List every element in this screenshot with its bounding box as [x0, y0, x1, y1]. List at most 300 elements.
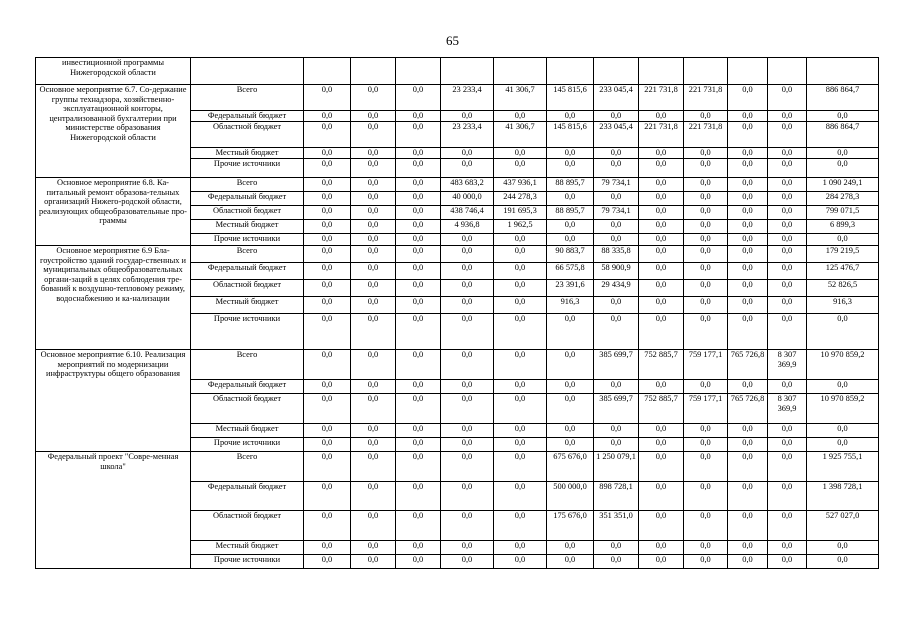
value-cell: 0,0	[547, 148, 594, 159]
value-cell: 0,0	[304, 192, 351, 206]
value-cell: 0,0	[768, 263, 807, 280]
value-cell: 233 045,4	[594, 122, 639, 148]
value-cell: 0,0	[807, 541, 879, 555]
value-cell: 0,0	[396, 424, 441, 438]
value-cell: 0,0	[396, 220, 441, 234]
source-cell: Федеральный бюджет	[191, 263, 304, 280]
value-cell: 0,0	[351, 380, 396, 394]
value-cell: 0,0	[768, 314, 807, 350]
value-cell: 0,0	[304, 297, 351, 314]
value-cell: 0,0	[728, 85, 768, 111]
value-cell: 0,0	[768, 380, 807, 394]
value-cell: 0,0	[547, 438, 594, 452]
value-cell: 0,0	[807, 424, 879, 438]
table-row	[36, 178, 879, 192]
value-cell: 0,0	[304, 111, 351, 122]
value-cell: 765 726,8	[728, 394, 768, 424]
value-cell: 0,0	[639, 452, 684, 482]
value-cell: 886 864,7	[807, 85, 879, 111]
description-cell: Основное мероприятие 6.9 Бла-гоустройство зданий государ-ственных и муниципальных общеобразовательных органи-заций в целях соблюдения тре-бований к воздушно-тепловому режиму, водоснабжению и ка-нализации	[36, 246, 191, 350]
source-cell: Прочие источники	[191, 438, 304, 452]
value-cell: 0,0	[684, 263, 728, 280]
value-cell: 0,0	[304, 482, 351, 511]
value-cell: 1 925 755,1	[807, 452, 879, 482]
value-cell: 527 027,0	[807, 511, 879, 541]
value-cell: 0,0	[351, 122, 396, 148]
value-cell: 0,0	[684, 280, 728, 297]
value-cell: 0,0	[807, 438, 879, 452]
value-cell: 0,0	[728, 452, 768, 482]
empty-cell	[639, 58, 684, 85]
value-cell: 0,0	[351, 206, 396, 220]
value-cell: 0,0	[768, 511, 807, 541]
value-cell: 0,0	[304, 350, 351, 380]
value-cell: 221 731,8	[639, 85, 684, 111]
value-cell: 0,0	[684, 482, 728, 511]
value-cell: 0,0	[494, 511, 547, 541]
value-cell: 0,0	[351, 263, 396, 280]
value-cell: 0,0	[684, 380, 728, 394]
value-cell: 0,0	[351, 280, 396, 297]
value-cell: 0,0	[639, 424, 684, 438]
empty-cell	[191, 58, 304, 85]
budget-table	[35, 57, 879, 569]
value-cell: 52 826,5	[807, 280, 879, 297]
source-cell: Местный бюджет	[191, 297, 304, 314]
value-cell: 0,0	[351, 220, 396, 234]
table-row	[36, 452, 879, 482]
source-cell: Областной бюджет	[191, 394, 304, 424]
value-cell: 0,0	[684, 192, 728, 206]
value-cell: 0,0	[494, 234, 547, 246]
value-cell: 0,0	[768, 220, 807, 234]
value-cell: 0,0	[351, 452, 396, 482]
value-cell: 191 695,3	[494, 206, 547, 220]
value-cell: 886 864,7	[807, 122, 879, 148]
value-cell: 0,0	[396, 159, 441, 178]
source-cell: Федеральный бюджет	[191, 192, 304, 206]
value-cell: 0,0	[728, 192, 768, 206]
source-cell: Прочие источники	[191, 159, 304, 178]
value-cell: 0,0	[304, 206, 351, 220]
value-cell: 0,0	[351, 394, 396, 424]
value-cell: 0,0	[768, 178, 807, 192]
value-cell: 0,0	[547, 541, 594, 555]
value-cell: 0,0	[304, 234, 351, 246]
value-cell: 916,3	[547, 297, 594, 314]
value-cell: 0,0	[684, 541, 728, 555]
value-cell: 0,0	[441, 148, 494, 159]
value-cell: 0,0	[684, 220, 728, 234]
value-cell: 0,0	[768, 555, 807, 569]
table-row	[36, 246, 879, 263]
value-cell: 0,0	[351, 511, 396, 541]
value-cell: 0,0	[396, 192, 441, 206]
value-cell: 0,0	[639, 234, 684, 246]
value-cell: 0,0	[396, 350, 441, 380]
value-cell: 0,0	[304, 380, 351, 394]
value-cell: 0,0	[304, 555, 351, 569]
value-cell: 0,0	[728, 263, 768, 280]
value-cell: 0,0	[304, 159, 351, 178]
value-cell: 221 731,8	[639, 122, 684, 148]
value-cell: 0,0	[768, 438, 807, 452]
value-cell: 0,0	[304, 246, 351, 263]
value-cell: 0,0	[396, 482, 441, 511]
value-cell: 0,0	[547, 192, 594, 206]
table-row	[36, 58, 879, 85]
value-cell: 0,0	[728, 246, 768, 263]
value-cell: 79 734,1	[594, 178, 639, 192]
description-cell: Основное мероприятие 6.8. Ка-питальный ремонт образова-тельных организаций Нижего-родской области, реализующих общеобразовательные про-граммы	[36, 178, 191, 246]
value-cell: 0,0	[441, 482, 494, 511]
value-cell: 0,0	[494, 280, 547, 297]
value-cell: 0,0	[351, 350, 396, 380]
source-cell: Федеральный бюджет	[191, 111, 304, 122]
value-cell: 0,0	[396, 380, 441, 394]
value-cell: 125 476,7	[807, 263, 879, 280]
empty-cell	[351, 58, 396, 85]
value-cell: 0,0	[728, 541, 768, 555]
value-cell: 0,0	[547, 234, 594, 246]
value-cell: 0,0	[684, 555, 728, 569]
value-cell: 0,0	[807, 380, 879, 394]
value-cell: 0,0	[728, 111, 768, 122]
value-cell: 0,0	[396, 206, 441, 220]
value-cell: 0,0	[768, 206, 807, 220]
value-cell: 0,0	[494, 482, 547, 511]
value-cell: 0,0	[351, 234, 396, 246]
value-cell: 0,0	[494, 263, 547, 280]
value-cell: 0,0	[639, 438, 684, 452]
value-cell: 88 895,7	[547, 206, 594, 220]
value-cell: 0,0	[396, 314, 441, 350]
value-cell: 0,0	[807, 148, 879, 159]
value-cell: 0,0	[594, 234, 639, 246]
value-cell: 0,0	[441, 555, 494, 569]
value-cell: 0,0	[768, 192, 807, 206]
source-cell: Федеральный бюджет	[191, 380, 304, 394]
value-cell: 23 233,4	[441, 85, 494, 111]
value-cell: 0,0	[351, 246, 396, 263]
value-cell: 0,0	[639, 555, 684, 569]
value-cell: 0,0	[441, 263, 494, 280]
value-cell: 0,0	[441, 511, 494, 541]
value-cell: 0,0	[547, 111, 594, 122]
value-cell: 0,0	[351, 111, 396, 122]
value-cell: 0,0	[594, 438, 639, 452]
value-cell: 0,0	[396, 394, 441, 424]
value-cell: 0,0	[441, 452, 494, 482]
value-cell: 0,0	[594, 220, 639, 234]
value-cell: 0,0	[396, 148, 441, 159]
value-cell: 0,0	[351, 192, 396, 206]
value-cell: 6 899,3	[807, 220, 879, 234]
value-cell: 0,0	[639, 482, 684, 511]
value-cell: 0,0	[351, 555, 396, 569]
value-cell: 500 000,0	[547, 482, 594, 511]
empty-cell	[684, 58, 728, 85]
value-cell: 0,0	[594, 314, 639, 350]
value-cell: 351 351,0	[594, 511, 639, 541]
value-cell: 0,0	[639, 280, 684, 297]
source-cell: Прочие источники	[191, 234, 304, 246]
value-cell: 0,0	[441, 438, 494, 452]
source-cell: Всего	[191, 85, 304, 111]
value-cell: 0,0	[768, 297, 807, 314]
value-cell: 0,0	[494, 394, 547, 424]
value-cell: 88 335,8	[594, 246, 639, 263]
value-cell: 0,0	[684, 314, 728, 350]
value-cell: 0,0	[728, 280, 768, 297]
value-cell: 0,0	[728, 555, 768, 569]
value-cell: 0,0	[396, 234, 441, 246]
value-cell: 0,0	[351, 482, 396, 511]
value-cell: 0,0	[304, 280, 351, 297]
value-cell: 0,0	[728, 122, 768, 148]
value-cell: 145 815,6	[547, 85, 594, 111]
source-cell: Всего	[191, 178, 304, 192]
value-cell: 10 970 859,2	[807, 394, 879, 424]
value-cell: 752 885,7	[639, 394, 684, 424]
value-cell: 0,0	[441, 380, 494, 394]
value-cell: 0,0	[728, 438, 768, 452]
value-cell: 0,0	[396, 246, 441, 263]
description-cell: Федеральный проект "Совре-менная школа"	[36, 452, 191, 569]
value-cell: 0,0	[547, 159, 594, 178]
value-cell: 0,0	[494, 555, 547, 569]
value-cell: 41 306,7	[494, 122, 547, 148]
value-cell: 916,3	[807, 297, 879, 314]
page-number: 65	[446, 33, 459, 48]
value-cell: 0,0	[494, 541, 547, 555]
value-cell: 0,0	[547, 380, 594, 394]
value-cell: 0,0	[304, 394, 351, 424]
value-cell: 4 936,8	[441, 220, 494, 234]
value-cell: 483 683,2	[441, 178, 494, 192]
value-cell: 0,0	[807, 234, 879, 246]
value-cell: 0,0	[441, 541, 494, 555]
value-cell: 0,0	[494, 424, 547, 438]
value-cell: 40 000,0	[441, 192, 494, 206]
empty-cell	[441, 58, 494, 85]
value-cell: 0,0	[441, 297, 494, 314]
source-cell: Областной бюджет	[191, 280, 304, 297]
value-cell: 79 734,1	[594, 206, 639, 220]
value-cell: 221 731,8	[684, 85, 728, 111]
value-cell: 0,0	[351, 438, 396, 452]
value-cell: 0,0	[728, 482, 768, 511]
empty-cell	[304, 58, 351, 85]
value-cell: 0,0	[639, 297, 684, 314]
value-cell: 765 726,8	[728, 350, 768, 380]
value-cell: 0,0	[684, 159, 728, 178]
value-cell: 0,0	[494, 452, 547, 482]
value-cell: 0,0	[768, 159, 807, 178]
value-cell: 0,0	[351, 148, 396, 159]
value-cell: 0,0	[351, 541, 396, 555]
value-cell: 0,0	[494, 438, 547, 452]
value-cell: 90 883,7	[547, 246, 594, 263]
table-row	[36, 85, 879, 111]
value-cell: 0,0	[441, 350, 494, 380]
value-cell: 0,0	[684, 246, 728, 263]
value-cell: 0,0	[494, 380, 547, 394]
value-cell: 0,0	[494, 314, 547, 350]
value-cell: 0,0	[639, 511, 684, 541]
value-cell: 385 699,7	[594, 350, 639, 380]
value-cell: 0,0	[396, 297, 441, 314]
value-cell: 0,0	[304, 541, 351, 555]
value-cell: 8 307 369,9	[768, 350, 807, 380]
value-cell: 0,0	[768, 541, 807, 555]
value-cell: 244 278,3	[494, 192, 547, 206]
value-cell: 0,0	[304, 452, 351, 482]
value-cell: 1 398 728,1	[807, 482, 879, 511]
empty-cell	[768, 58, 807, 85]
value-cell: 10 970 859,2	[807, 350, 879, 380]
value-cell: 0,0	[684, 511, 728, 541]
value-cell: 0,0	[768, 246, 807, 263]
value-cell: 0,0	[441, 424, 494, 438]
value-cell: 0,0	[396, 452, 441, 482]
value-cell: 0,0	[728, 206, 768, 220]
value-cell: 0,0	[684, 178, 728, 192]
value-cell: 0,0	[304, 511, 351, 541]
source-cell: Прочие источники	[191, 314, 304, 350]
value-cell: 0,0	[351, 159, 396, 178]
empty-cell	[728, 58, 768, 85]
value-cell: 0,0	[639, 541, 684, 555]
value-cell: 0,0	[304, 263, 351, 280]
source-cell: Всего	[191, 246, 304, 263]
value-cell: 0,0	[594, 380, 639, 394]
source-cell: Областной бюджет	[191, 122, 304, 148]
value-cell: 0,0	[547, 350, 594, 380]
value-cell: 0,0	[639, 206, 684, 220]
empty-cell	[494, 58, 547, 85]
value-cell: 675 676,0	[547, 452, 594, 482]
value-cell: 385 699,7	[594, 394, 639, 424]
value-cell: 0,0	[684, 424, 728, 438]
description-cell: инвестиционной программы Нижегородской области	[36, 58, 191, 85]
value-cell: 0,0	[441, 280, 494, 297]
source-cell: Областной бюджет	[191, 511, 304, 541]
description-cell: Основное мероприятие 6.7. Со-держание группы технадзора, хозяйственно-эксплуатационной конторы, централизованной бухгалтерии при министерстве образования Нижегородской области	[36, 85, 191, 178]
value-cell: 0,0	[768, 424, 807, 438]
value-cell: 0,0	[441, 234, 494, 246]
value-cell: 0,0	[768, 482, 807, 511]
value-cell: 0,0	[396, 85, 441, 111]
value-cell: 0,0	[494, 159, 547, 178]
value-cell: 0,0	[441, 314, 494, 350]
value-cell: 0,0	[768, 85, 807, 111]
source-cell: Прочие источники	[191, 555, 304, 569]
value-cell: 0,0	[547, 220, 594, 234]
value-cell: 0,0	[684, 206, 728, 220]
value-cell: 0,0	[547, 424, 594, 438]
value-cell: 66 575,8	[547, 263, 594, 280]
value-cell: 0,0	[351, 85, 396, 111]
value-cell: 0,0	[396, 541, 441, 555]
empty-cell	[396, 58, 441, 85]
value-cell: 0,0	[684, 452, 728, 482]
value-cell: 0,0	[639, 159, 684, 178]
value-cell: 752 885,7	[639, 350, 684, 380]
value-cell: 145 815,6	[547, 122, 594, 148]
value-cell: 0,0	[639, 380, 684, 394]
value-cell: 0,0	[807, 555, 879, 569]
value-cell: 0,0	[351, 314, 396, 350]
value-cell: 8 307 369,9	[768, 394, 807, 424]
value-cell: 0,0	[728, 511, 768, 541]
value-cell: 221 731,8	[684, 122, 728, 148]
value-cell: 41 306,7	[494, 85, 547, 111]
value-cell: 23 391,6	[547, 280, 594, 297]
value-cell: 0,0	[639, 192, 684, 206]
value-cell: 0,0	[684, 438, 728, 452]
source-cell: Местный бюджет	[191, 148, 304, 159]
value-cell: 179 219,5	[807, 246, 879, 263]
value-cell: 437 936,1	[494, 178, 547, 192]
value-cell: 0,0	[728, 178, 768, 192]
source-cell: Всего	[191, 350, 304, 380]
source-cell: Областной бюджет	[191, 206, 304, 220]
value-cell: 0,0	[594, 424, 639, 438]
table-body	[36, 58, 879, 569]
value-cell: 799 071,5	[807, 206, 879, 220]
value-cell: 0,0	[728, 234, 768, 246]
value-cell: 0,0	[304, 178, 351, 192]
value-cell: 0,0	[396, 511, 441, 541]
value-cell: 0,0	[639, 111, 684, 122]
value-cell: 0,0	[594, 297, 639, 314]
value-cell: 0,0	[441, 159, 494, 178]
value-cell: 898 728,1	[594, 482, 639, 511]
value-cell: 0,0	[594, 192, 639, 206]
value-cell: 0,0	[396, 280, 441, 297]
value-cell: 0,0	[304, 148, 351, 159]
value-cell: 88 895,7	[547, 178, 594, 192]
value-cell: 0,0	[396, 111, 441, 122]
value-cell: 0,0	[768, 234, 807, 246]
value-cell: 0,0	[807, 111, 879, 122]
value-cell: 0,0	[494, 246, 547, 263]
empty-cell	[594, 58, 639, 85]
value-cell: 1 090 249,1	[807, 178, 879, 192]
value-cell: 0,0	[684, 111, 728, 122]
value-cell: 0,0	[728, 297, 768, 314]
value-cell: 0,0	[768, 148, 807, 159]
value-cell: 0,0	[639, 263, 684, 280]
value-cell: 0,0	[807, 159, 879, 178]
value-cell: 0,0	[594, 541, 639, 555]
value-cell: 0,0	[304, 220, 351, 234]
value-cell: 438 746,4	[441, 206, 494, 220]
value-cell: 0,0	[639, 178, 684, 192]
source-cell: Местный бюджет	[191, 220, 304, 234]
value-cell: 0,0	[768, 122, 807, 148]
value-cell: 0,0	[684, 297, 728, 314]
empty-cell	[547, 58, 594, 85]
value-cell: 58 900,9	[594, 263, 639, 280]
value-cell: 0,0	[494, 148, 547, 159]
value-cell: 0,0	[684, 148, 728, 159]
value-cell: 0,0	[547, 555, 594, 569]
source-cell: Федеральный бюджет	[191, 482, 304, 511]
value-cell: 0,0	[351, 297, 396, 314]
value-cell: 0,0	[351, 178, 396, 192]
